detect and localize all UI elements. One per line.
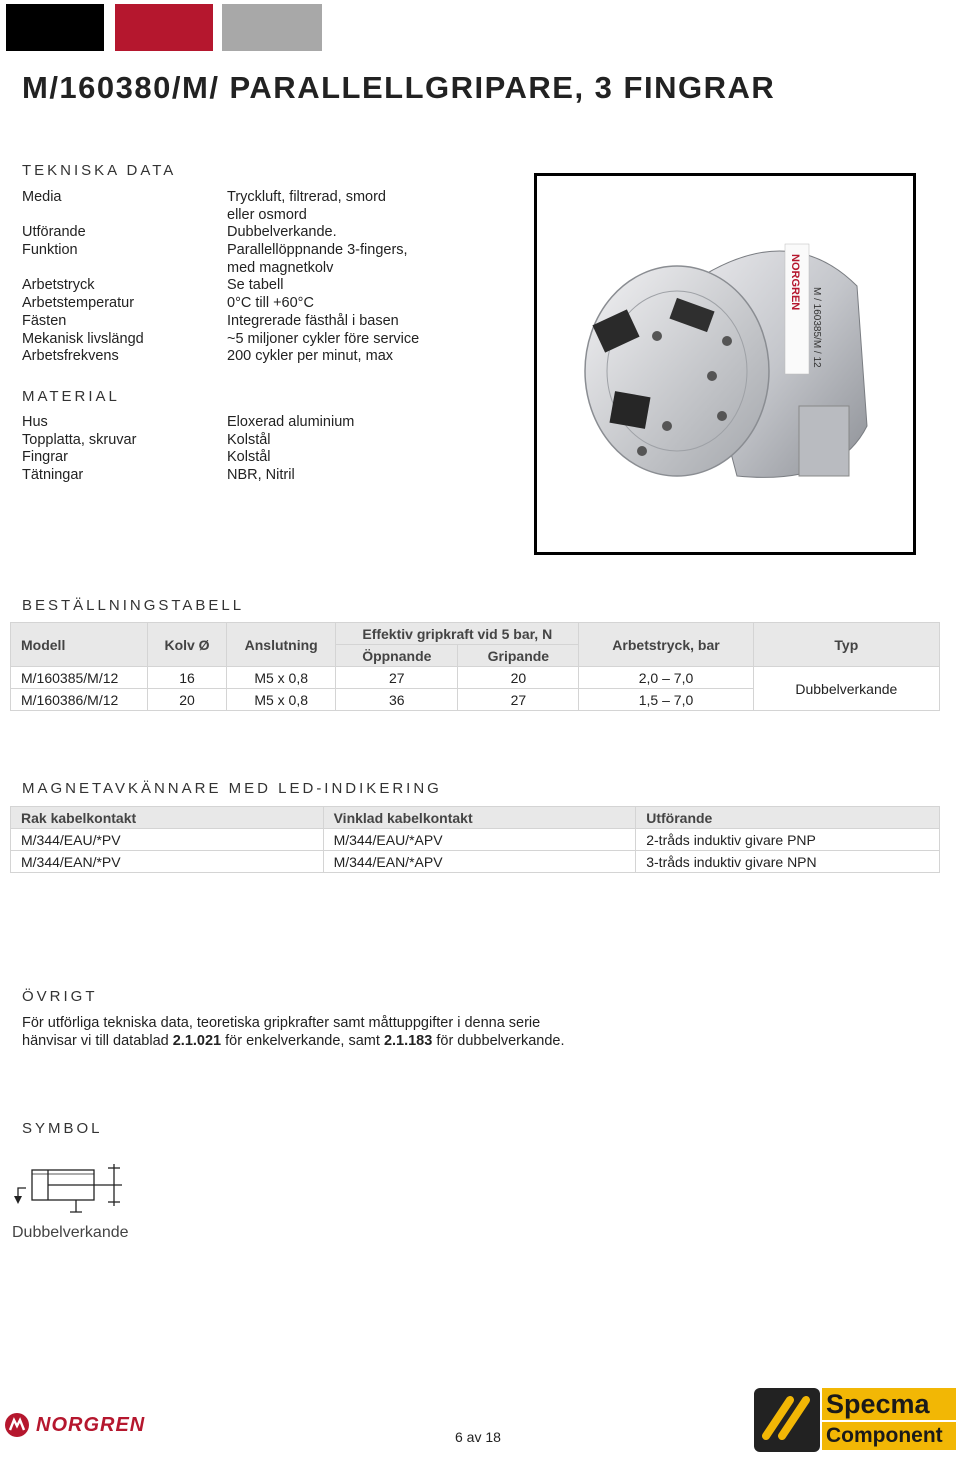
sensor-table-header-row [11,807,940,829]
spec-label: Media [22,189,62,205]
col-arbetstryck: Arbetstryck, bar [579,623,753,667]
col-rak: Rak kabelkontakt [11,807,324,829]
double-acting-cylinder-symbol [14,1160,126,1220]
cell-utforande: 2-tråds induktiv givare PNP [636,829,940,851]
col-typ: Typ [753,623,939,667]
spec-label [22,207,144,225]
cell-kolv: 20 [147,689,226,711]
col-vinklad: Vinklad kabelkontakt [323,807,636,829]
spec-value: Dubbelverkande. [227,224,337,241]
tekniska-data-labels [22,189,144,366]
sensor-table [10,806,940,873]
cell-gripande: 20 [458,667,579,689]
cell-vinklad: M/344/EAU/*APV [323,829,636,851]
spec-value: ~5 miljoner cykler före service [227,330,420,347]
spec-value: Tryckluft, filtrerad, smord [227,189,386,205]
header-bar-black [6,4,104,51]
product-part-label: M / 160385/M / 12 [811,287,822,368]
col-oppnande: Öppnande [336,645,458,667]
norgren-logo [4,1412,145,1438]
spec-label [22,260,144,278]
spec-value: 0°C till +60°C [227,295,314,312]
tekniska-data-heading: TEKNISKA DATA [22,162,177,179]
ovrigt-text: för enkelverkande [221,1033,341,1049]
col-gripkraft: Effektiv gripkraft vid 5 bar, N [336,623,579,645]
table-row [11,829,940,851]
gripper-illustration [537,176,913,552]
datasheet-ref-2: 2.1.183 [383,1033,433,1049]
material-value: NBR, Nitril [227,467,295,484]
ovrigt-paragraph [22,1014,565,1050]
material-label: Hus [22,414,48,430]
material-value: Kolstål [227,431,271,448]
table-row [11,667,940,689]
col-kolv: Kolv Ø [147,623,226,667]
col-modell: Modell [11,623,148,667]
spec-label: Funktion [22,242,78,259]
spec-label: Arbetstryck [22,277,95,294]
tekniska-data-values [227,189,419,366]
material-value: Kolstål [227,449,271,466]
cell-modell: M/160385/M/12 [11,667,148,689]
cell-utforande: 3-tråds induktiv givare NPN [636,851,940,873]
cell-oppnande: 27 [336,667,458,689]
table-row [11,851,940,873]
norgren-logo-text: NORGREN [36,1413,146,1436]
material-labels [22,414,136,485]
ovrigt-text: , samt [340,1033,384,1049]
order-table-header-row [11,623,940,645]
cell-rak: M/344/EAU/*PV [11,829,324,851]
page-number: 6 av 18 [455,1429,501,1445]
ovrigt-line-1: För utförliga tekniska data, teoretiska gripkrafter samt måttuppgifter i denna serie [22,1015,541,1031]
ovrigt-heading: ÖVRIGT [22,988,98,1005]
specma-logo-top: Specma [822,1388,956,1420]
ovrigt-line-2 [22,1032,565,1050]
specma-logo [752,1386,958,1454]
spec-value: Integrerade fästhål i basen [227,312,399,329]
cell-anslutning: M5 x 0,8 [227,689,336,711]
datasheet-ref-1: 2.1.021 [172,1033,222,1049]
material-label: Tätningar [22,467,84,484]
page-title: M/160380/M/ PARALLELLGRIPARE, 3 FINGRAR [22,70,776,105]
cell-modell: M/160386/M/12 [11,689,148,711]
cell-rak: M/344/EAN/*PV [11,851,324,873]
cell-vinklad: M/344/EAN/*APV [323,851,636,873]
cell-kolv: 16 [147,667,226,689]
ovrigt-text: hänvisar vi till datablad [22,1033,173,1049]
specma-logo-icon [752,1386,822,1454]
order-table [10,622,940,711]
cell-oppnande: 36 [336,689,458,711]
spec-label: Mekanisk livslängd [22,330,144,347]
cell-gripande: 27 [458,689,579,711]
col-gripande: Gripande [458,645,579,667]
magnet-heading: MAGNETAVKÄNNARE MED LED-INDIKERING [22,780,442,797]
spec-label: Arbetsfrekvens [22,348,119,365]
symbol-heading: SYMBOL [22,1120,103,1137]
spec-label: Utförande [22,224,86,241]
symbol-caption: Dubbelverkande [12,1224,129,1241]
product-brand-label: NORGREN [789,254,801,311]
product-photo [534,173,916,555]
col-utforande: Utförande [636,807,940,829]
cell-arbetstryck: 2,0 – 7,0 [579,667,753,689]
cell-arbetstryck: 1,5 – 7,0 [579,689,753,711]
spec-value: med magnetkolv [227,259,334,276]
bestallning-heading: BESTÄLLNINGSTABELL [22,597,245,614]
spec-value: Parallellöppnande 3-fingers, [227,242,408,259]
cell-anslutning: M5 x 0,8 [227,667,336,689]
spec-label: Arbetstemperatur [22,295,135,312]
spec-label: Fästen [22,312,67,329]
ovrigt-text: för dubbelverkande. [432,1033,565,1049]
material-label: Fingrar [22,449,68,466]
spec-value: 200 cykler per minut, max [227,348,394,365]
material-value: Eloxerad aluminium [227,414,355,430]
header-bar-red [115,4,213,51]
header-bar-gray [222,4,322,51]
material-label: Topplatta, skruvar [22,431,137,448]
spec-value: eller osmord [227,206,307,223]
col-anslutning: Anslutning [227,623,336,667]
specma-logo-bottom: Component [822,1422,956,1450]
spec-value: Se tabell [227,277,284,294]
material-values [227,414,354,485]
cell-typ: Dubbelverkande [753,667,939,711]
material-heading: MATERIAL [22,388,120,405]
norgren-logo-icon [4,1412,30,1438]
